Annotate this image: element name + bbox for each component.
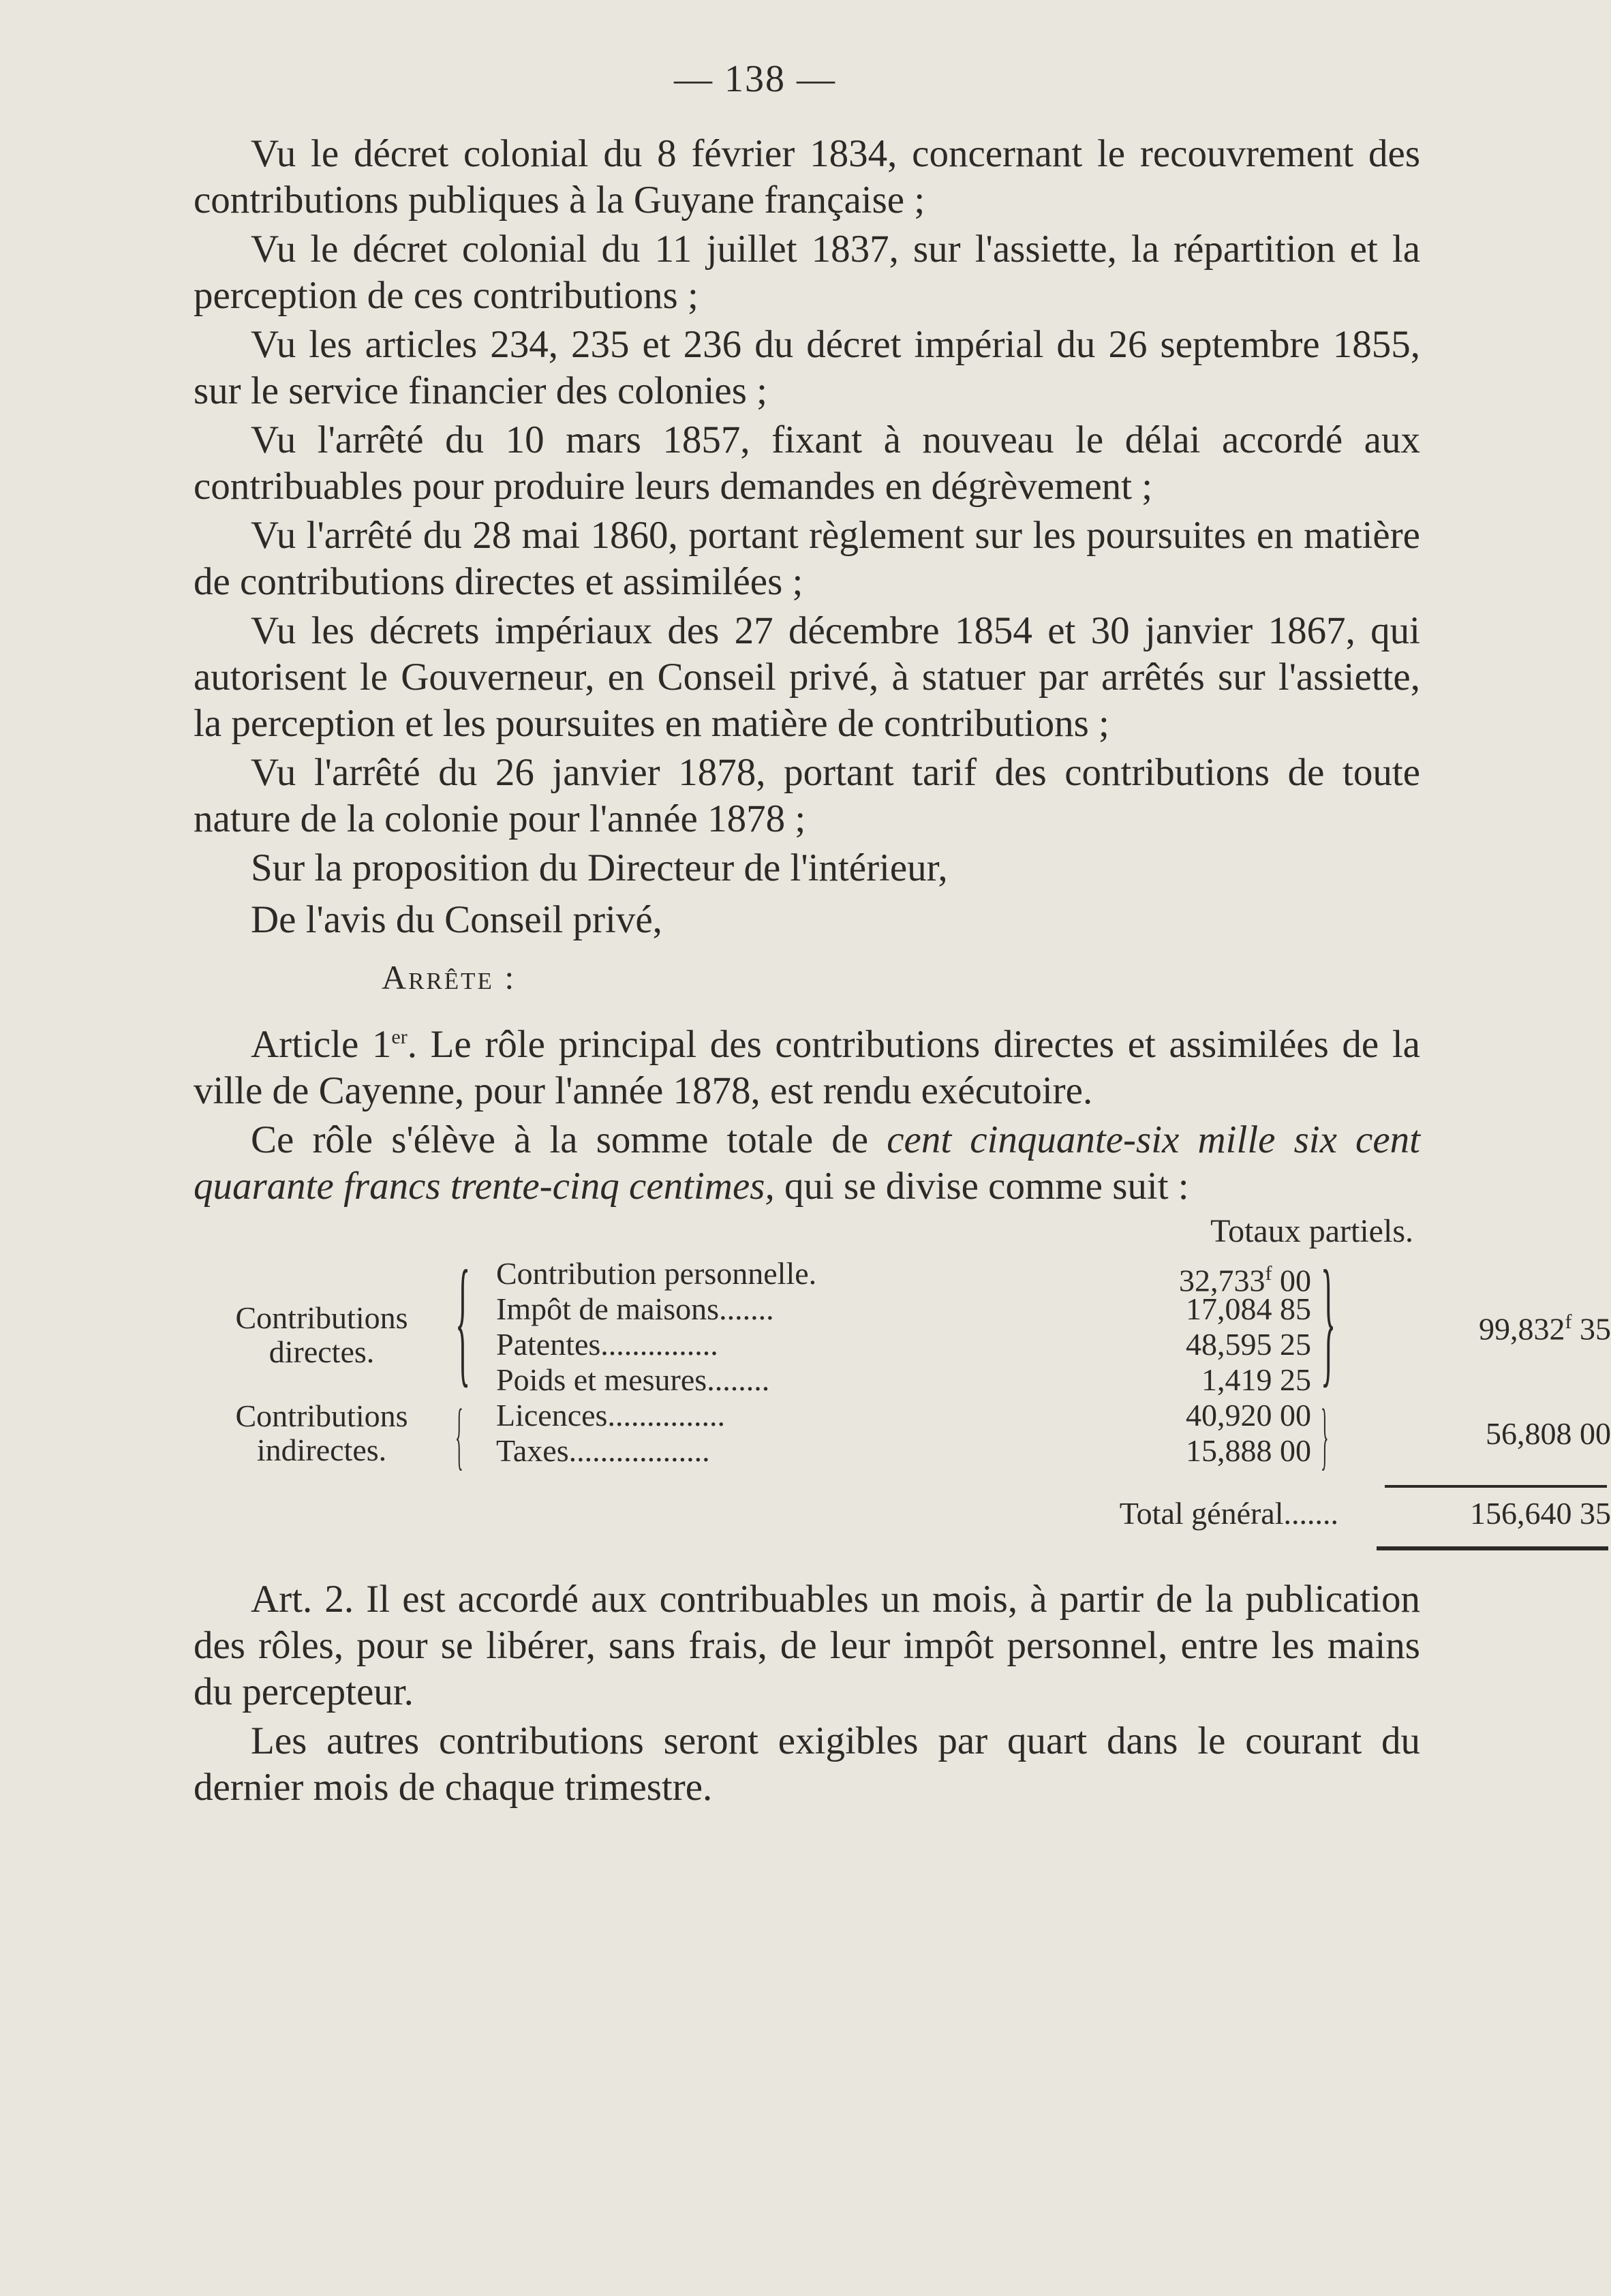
body-text bbox=[194, 131, 1611, 1813]
paragraph: Les autres contributions seront exigibles par quart dans le courant du dernier mois de chaque trimestre. bbox=[194, 1719, 1420, 1809]
arrete-heading: Arrête : bbox=[382, 958, 517, 996]
row-label: Taxes.................. bbox=[496, 1433, 710, 1468]
article-1-prefix: Article 1 bbox=[251, 1023, 392, 1066]
article-1 bbox=[194, 1014, 1420, 1114]
row-label: Licences............... bbox=[496, 1398, 725, 1433]
group-label-directes: Contributions directes. bbox=[235, 1300, 408, 1369]
row-amount: 40,920 00 bbox=[1186, 1398, 1311, 1433]
row-label: Patentes............... bbox=[496, 1327, 718, 1362]
totaux-header: Totaux partiels. bbox=[1210, 1213, 1413, 1249]
somme-before: Ce rôle s'élève à la somme totale de bbox=[251, 1118, 887, 1161]
total-label: Total général....... bbox=[1119, 1496, 1338, 1531]
paragraph: Vu les articles 234, 235 et 236 du décret impérial du 26 septembre 1855, sur le service financier des colonies ; bbox=[194, 323, 1420, 412]
article-1-sup: er bbox=[391, 1026, 408, 1048]
row-amount: 1,419 25 bbox=[1201, 1362, 1311, 1397]
page-number: — 138 — bbox=[674, 58, 836, 100]
row-label: Contribution personnelle. bbox=[496, 1256, 817, 1291]
contributions-table bbox=[194, 1242, 1611, 1576]
somme-paragraph bbox=[194, 1117, 1420, 1210]
paragraph: Vu l'arrêté du 10 mars 1857, fixant à nouveau le délai accordé aux contribuables pour produire leurs demandes en dégrèvement ; bbox=[194, 418, 1420, 508]
paragraph: De l'avis du Conseil privé, bbox=[251, 898, 662, 941]
row-amount: 17,084 85 bbox=[1186, 1291, 1311, 1326]
somme-italic: cent cinquante-six mille six cent quarante francs trente-cinq centimes, bbox=[194, 1118, 1420, 1208]
brace-right-directes: } bbox=[1321, 1242, 1336, 1400]
paragraph: Sur la proposition du Directeur de l'intérieur, bbox=[251, 846, 948, 889]
brace-left-indirectes: { bbox=[455, 1394, 463, 1477]
article-1-text: . Le rôle principal des contributions directes et assimilées de la ville de Cayenne, pour l'année 1878, est rendu exécutoire. bbox=[194, 1023, 1420, 1112]
brace-left-directes: { bbox=[455, 1242, 471, 1400]
paragraph: Vu l'arrêté du 28 mai 1860, portant règlement sur les poursuites en matière de contributions directes et assimilées ; bbox=[194, 514, 1420, 603]
subtotal-rule bbox=[1385, 1485, 1607, 1488]
total-rule bbox=[1377, 1546, 1608, 1550]
brace-right-indirectes: } bbox=[1321, 1394, 1329, 1477]
article-2: Art. 2. Il est accordé aux contribuables un mois, à partir de la publication des rôles, pour se libérer, sans frais, de leur impôt personnel, entre les mains du percepteur. bbox=[194, 1578, 1420, 1713]
row-label: Poids et mesures........ bbox=[496, 1362, 770, 1397]
paragraph: Vu l'arrêté du 26 janvier 1878, portant tarif des contributions de toute nature de la colonie pour l'année 1878 ; bbox=[194, 751, 1420, 840]
total-value: 156,640 35 bbox=[1470, 1496, 1611, 1531]
paragraph: Vu les décrets impériaux des 27 décembre 1854 et 30 janvier 1867, qui autorisent le Gouverneur, en Conseil privé, à statuer par arrêtés sur l'assiette, la perception et les poursuites en matière de contributions ; bbox=[194, 609, 1420, 745]
paragraph: Vu le décret colonial du 8 février 1834, concernant le recouvrement des contributions publiques à la Guyane française ; bbox=[194, 132, 1420, 221]
row-amount: 15,888 00 bbox=[1186, 1433, 1311, 1468]
somme-after: qui se divise comme suit : bbox=[774, 1165, 1189, 1208]
paragraph: Vu le décret colonial du 11 juillet 1837, sur l'assiette, la répartition et la perception de ces contributions ; bbox=[194, 228, 1420, 317]
row-label: Impôt de maisons....... bbox=[496, 1291, 774, 1326]
subtotal-directes: 99,832$^f$ 35 bbox=[1479, 1311, 1611, 1347]
row-amount: 48,595 25 bbox=[1186, 1327, 1311, 1362]
group-label-indirectes: Contributions indirectes. bbox=[235, 1398, 408, 1467]
subtotal-indirectes: 56,808 00 bbox=[1486, 1416, 1611, 1451]
row-amount: 32,733$^f$ 00 bbox=[1179, 1262, 1311, 1298]
